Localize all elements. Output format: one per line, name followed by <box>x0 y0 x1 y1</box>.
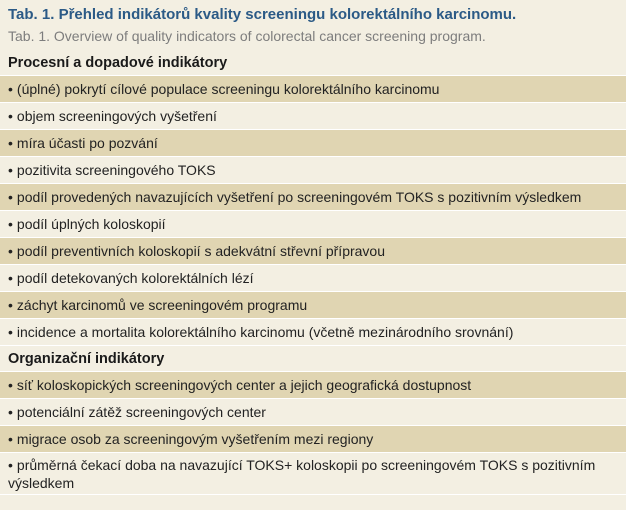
row-text: míra účasti po pozvání <box>16 135 158 151</box>
table-row <box>0 130 626 157</box>
row-text: podíl provedených navazujících vyšetření po screeningovém TOKS s pozitivním výsledkem <box>16 189 582 205</box>
row-text: migrace osob za screeningovým vyšetřením mezi regiony <box>16 431 374 447</box>
table-caption <box>0 0 626 50</box>
table-row <box>0 372 626 399</box>
bullet: • <box>8 135 13 151</box>
bullet: • <box>8 216 13 232</box>
caption-czech: Tab. 1. Přehled indikátorů kvality screeningu kolorektálního karcinomu. <box>8 6 517 23</box>
bullet: • <box>8 457 13 473</box>
row-text: (úplné) pokrytí cílové populace screeningu kolorektálního karcinomu <box>16 81 440 97</box>
row-text: podíl detekovaných kolorektálních lézí <box>16 270 254 286</box>
bullet: • <box>8 404 13 420</box>
row-text: síť koloskopických screeningových center a jejich geografická dostupnost <box>16 377 472 393</box>
section-header-process: Procesní a dopadové indikátory <box>0 50 626 76</box>
bullet: • <box>8 431 13 447</box>
table-row <box>0 238 626 265</box>
row-text: pozitivita screeningového TOKS <box>16 162 216 178</box>
table-row <box>0 453 626 495</box>
row-text: potenciální zátěž screeningových center <box>16 404 266 420</box>
bullet: • <box>8 324 13 340</box>
table-row <box>0 319 626 346</box>
row-text: podíl úplných koloskopií <box>16 216 166 232</box>
caption-english: Tab. 1. Overview of quality indicators of colorectal cancer screening program. <box>8 28 486 44</box>
section-header-organizational: Organizační indikátory <box>0 346 626 372</box>
row-text: objem screeningových vyšetření <box>16 108 217 124</box>
bullet: • <box>8 189 13 205</box>
bullet: • <box>8 162 13 178</box>
bullet: • <box>8 108 13 124</box>
table-row <box>0 265 626 292</box>
table-row <box>0 292 626 319</box>
row-text: záchyt karcinomů ve screeningovém programu <box>16 297 308 313</box>
table-row <box>0 103 626 130</box>
bullet: • <box>8 377 13 393</box>
table-row <box>0 76 626 103</box>
row-text: podíl preventivních koloskopií s adekvátní střevní přípravou <box>16 243 385 259</box>
bullet: • <box>8 270 13 286</box>
table-row <box>0 211 626 238</box>
row-text: incidence a mortalita kolorektálního karcinomu (včetně mezinárodního srovnání) <box>16 324 514 340</box>
row-text: průměrná čekací doba na navazující TOKS+ koloskopii po screeningovém TOKS s pozitivním výsledkem <box>8 457 596 491</box>
bullet: • <box>8 81 13 97</box>
table-row <box>0 426 626 453</box>
table-row <box>0 157 626 184</box>
bullet: • <box>8 243 13 259</box>
bullet: • <box>8 297 13 313</box>
table-row <box>0 399 626 426</box>
table-row <box>0 184 626 211</box>
